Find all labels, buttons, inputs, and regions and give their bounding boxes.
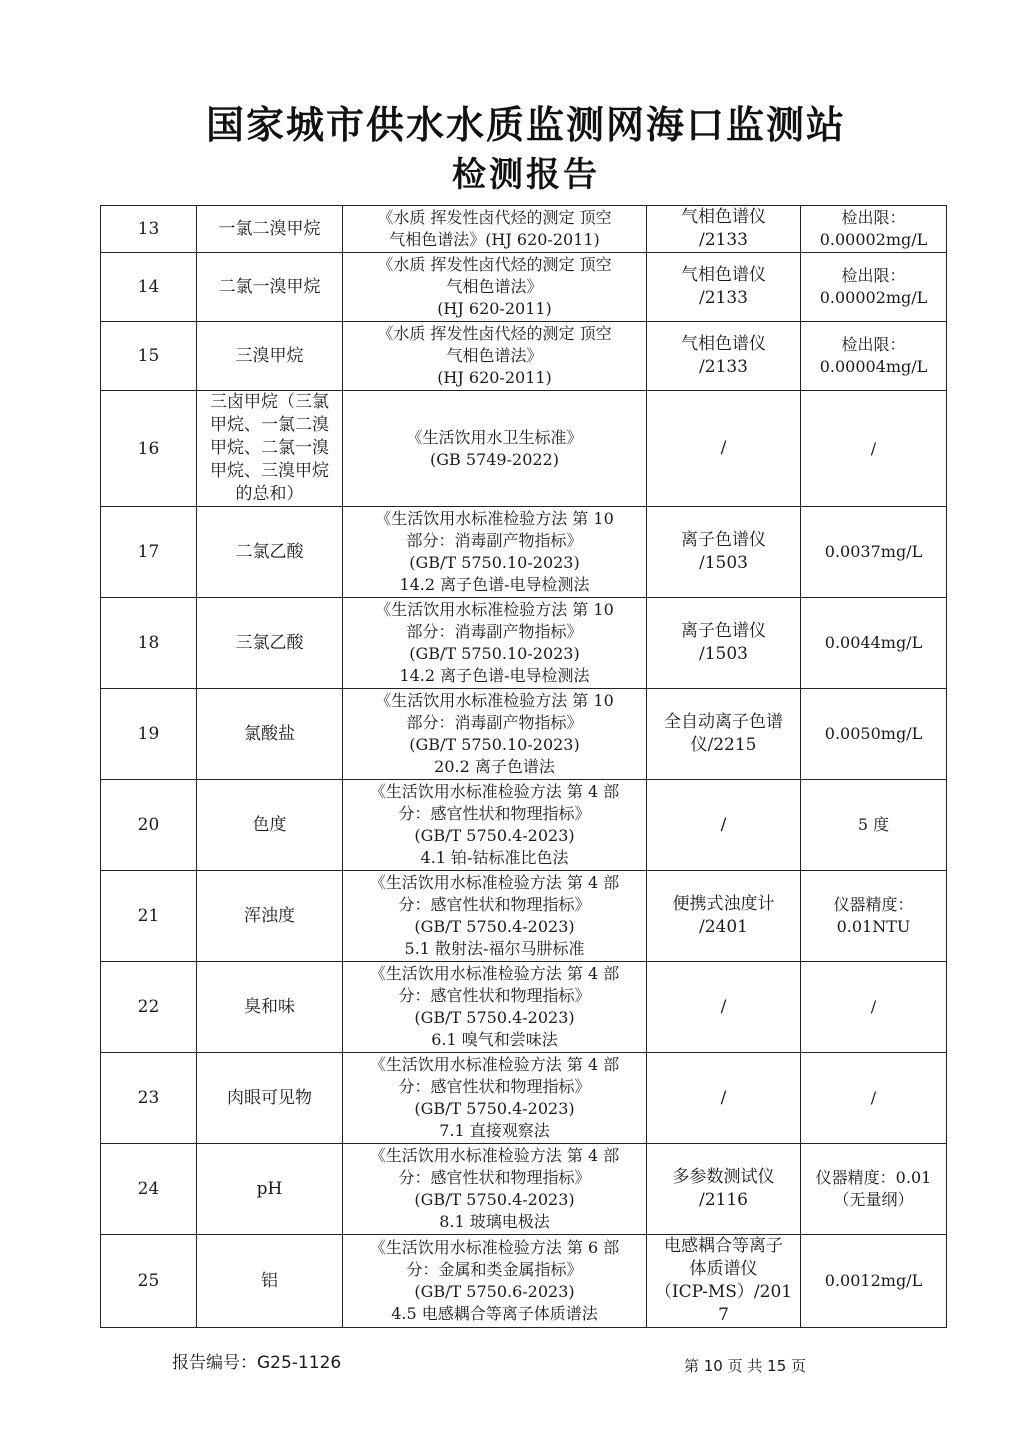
cell-line: 0.0012mg/L <box>824 1271 923 1290</box>
instrument-cell <box>647 507 801 598</box>
method-cell <box>343 206 647 253</box>
cell-line: 分：感官性状和物理指标》 <box>398 895 591 914</box>
cell-line: (GB 5749-2022) <box>430 449 559 469</box>
item-name-cell <box>197 253 343 322</box>
item-number-cell: 15 <box>101 322 197 391</box>
instrument-cell <box>647 962 801 1053</box>
cell-line: / <box>870 1088 877 1107</box>
cell-line: (HJ 620-2011) <box>437 299 552 318</box>
cell-line: / <box>870 997 877 1016</box>
item-number-cell: 17 <box>101 507 197 598</box>
cell-line: (GB/T 5750.4-2023) <box>414 917 575 936</box>
cell-line: 《生活饮用水标准检验方法 第 10 <box>375 509 614 528</box>
cell-line: 仪/2215 <box>690 735 757 755</box>
limit-cell <box>801 507 947 598</box>
cell-line: 《生活饮用水卫生标准》 <box>406 427 583 447</box>
cell-line: 《水质 挥发性卤代烃的测定 顶空 <box>377 324 612 343</box>
cell-line: 多参数测试仪 <box>672 1167 775 1187</box>
limit-cell <box>801 689 947 780</box>
limit-cell <box>801 253 947 322</box>
cell-line: / <box>720 996 727 1017</box>
cell-line: 分：感官性状和物理指标》 <box>398 1077 591 1096</box>
report-header <box>0 100 1024 198</box>
cell-line: 分：感官性状和物理指标》 <box>398 804 591 823</box>
cell-line: 《生活饮用水标准检验方法 第 4 部 <box>369 1055 620 1074</box>
cell-line: 8.1 玻璃电极法 <box>439 1212 550 1231</box>
instrument-cell <box>647 206 801 253</box>
limit-cell <box>801 780 947 871</box>
method-cell <box>343 1144 647 1235</box>
cell-line: 分：感官性状和物理指标》 <box>398 1168 591 1187</box>
cell-line: (GB/T 5750.4-2023) <box>414 1008 575 1027</box>
cell-line: 电感耦合等离子 <box>664 1236 783 1256</box>
table-row <box>101 253 947 322</box>
table-row <box>101 598 947 689</box>
item-number-cell: 25 <box>101 1235 197 1328</box>
report-number: 报告编号：G25-1126 <box>172 1353 342 1373</box>
page-number: 第 10 页 共 15 页 <box>684 1357 807 1375</box>
cell-line: 《生活饮用水标准检验方法 第 10 <box>375 600 614 619</box>
method-cell <box>343 871 647 962</box>
cell-line: 甲烷、二氯一溴 <box>210 438 329 458</box>
cell-line: / <box>720 1087 727 1108</box>
cell-line: (GB/T 5750.6-2023) <box>414 1282 575 1301</box>
item-name-cell <box>197 962 343 1053</box>
cell-line: 浑浊度 <box>244 905 295 926</box>
cell-line: 肉眼可见物 <box>227 1087 312 1108</box>
cell-line: 三卤甲烷（三氯 <box>210 392 329 412</box>
cell-line: 0.0037mg/L <box>824 542 923 561</box>
cell-line: (GB/T 5750.10-2023) <box>409 553 580 572</box>
cell-line: 臭和味 <box>244 996 295 1017</box>
cell-line: 《生活饮用水标准检验方法 第 4 部 <box>369 873 620 892</box>
method-cell <box>343 1235 647 1328</box>
cell-line: / <box>720 814 727 835</box>
item-number-cell: 21 <box>101 871 197 962</box>
cell-line: 甲烷、三溴甲烷 <box>210 461 329 481</box>
cell-line: / <box>870 438 877 458</box>
cell-line: 0.0044mg/L <box>824 633 923 652</box>
cell-line: 三溴甲烷 <box>235 345 304 366</box>
item-number-cell: 22 <box>101 962 197 1053</box>
cell-line: 铝 <box>261 1270 278 1291</box>
cell-line: （无量纲） <box>833 1190 914 1209</box>
cell-line: 一氯二溴甲烷 <box>218 218 321 239</box>
item-number-cell: 18 <box>101 598 197 689</box>
cell-line: (GB/T 5750.10-2023) <box>409 644 580 663</box>
cell-line: 的总和） <box>235 484 304 504</box>
item-number-cell: 23 <box>101 1053 197 1144</box>
table-row <box>101 206 947 253</box>
cell-line: 便携式浊度计 <box>672 894 775 914</box>
item-name-cell <box>197 598 343 689</box>
table-row <box>101 1053 947 1144</box>
item-name-cell <box>197 1235 343 1328</box>
item-name-cell <box>197 1144 343 1235</box>
cell-line: 离子色谱仪 <box>681 621 766 641</box>
item-name-cell <box>197 1053 343 1144</box>
limit-cell <box>801 1235 947 1328</box>
method-cell <box>343 962 647 1053</box>
cell-line: 色度 <box>252 814 287 835</box>
cell-line: 仪器精度：0.01 <box>815 1168 932 1187</box>
table-row <box>101 689 947 780</box>
cell-line: 氯酸盐 <box>244 723 295 744</box>
cell-line: 气相色谱法》(HJ 620-2011) <box>389 230 600 249</box>
cell-line: /2133 <box>699 230 748 250</box>
cell-line: /2133 <box>699 288 748 308</box>
cell-line: 《生活饮用水标准检验方法 第 4 部 <box>369 782 620 801</box>
item-name-cell <box>197 507 343 598</box>
test-items-table <box>100 205 947 1328</box>
cell-line: 0.0050mg/L <box>824 724 923 743</box>
cell-line: 全自动离子色谱 <box>664 712 783 732</box>
item-number-cell: 19 <box>101 689 197 780</box>
instrument-cell <box>647 1235 801 1328</box>
method-cell <box>343 507 647 598</box>
cell-line: 部分：消毒副产物指标》 <box>406 713 583 732</box>
cell-line: 二氯乙酸 <box>235 541 304 562</box>
cell-line: 仪器精度： <box>833 895 914 914</box>
table-row <box>101 322 947 391</box>
cell-line: 分：感官性状和物理指标》 <box>398 986 591 1005</box>
limit-cell <box>801 1144 947 1235</box>
instrument-cell <box>647 871 801 962</box>
cell-line: 20.2 离子色谱法 <box>434 757 555 776</box>
item-number-cell: 13 <box>101 206 197 253</box>
cell-line: 4.1 铂-钴标准比色法 <box>420 848 569 867</box>
cell-line: 0.00004mg/L <box>819 357 928 376</box>
cell-line: （ICP-MS）/2017 <box>654 1282 793 1325</box>
table-row <box>101 780 947 871</box>
instrument-cell <box>647 1053 801 1144</box>
item-name-cell <box>197 391 343 507</box>
cell-line: 体质谱仪 <box>689 1259 758 1279</box>
cell-line: (HJ 620-2011) <box>437 368 552 387</box>
instrument-cell <box>647 598 801 689</box>
cell-line: 4.5 电感耦合等离子体质谱法 <box>391 1304 598 1323</box>
limit-cell <box>801 962 947 1053</box>
limit-cell <box>801 871 947 962</box>
method-cell <box>343 780 647 871</box>
cell-line: pH <box>256 1178 283 1199</box>
cell-line: 气相色谱仪 <box>681 334 766 354</box>
item-name-cell <box>197 322 343 391</box>
item-number-cell: 16 <box>101 391 197 507</box>
item-name-cell <box>197 780 343 871</box>
instrument-cell <box>647 689 801 780</box>
limit-cell <box>801 206 947 253</box>
cell-line: /1503 <box>699 553 748 573</box>
cell-line: 0.00002mg/L <box>819 288 928 307</box>
cell-line: 6.1 嗅气和尝味法 <box>431 1030 558 1049</box>
cell-line: 部分：消毒副产物指标》 <box>406 622 583 641</box>
cell-line: (GB/T 5750.4-2023) <box>414 1099 575 1118</box>
limit-cell <box>801 598 947 689</box>
method-cell <box>343 253 647 322</box>
cell-line: /2133 <box>699 357 748 377</box>
instrument-cell <box>647 1144 801 1235</box>
cell-line: 气相色谱法》 <box>446 277 543 296</box>
instrument-cell <box>647 322 801 391</box>
instrument-cell <box>647 780 801 871</box>
cell-line: /2401 <box>699 917 748 937</box>
cell-line: 分：金属和类金属指标》 <box>406 1260 583 1279</box>
cell-line: (GB/T 5750.10-2023) <box>409 735 580 754</box>
item-number-cell: 20 <box>101 780 197 871</box>
cell-line: 检出限： <box>841 335 906 354</box>
table-row <box>101 1144 947 1235</box>
cell-line: 14.2 离子色谱-电导检测法 <box>399 575 590 594</box>
limit-cell <box>801 322 947 391</box>
cell-line: 检出限： <box>841 208 906 227</box>
cell-line: 《生活饮用水标准检验方法 第 10 <box>375 691 614 710</box>
cell-line: 气相色谱法》 <box>446 346 543 365</box>
cell-line: 《生活饮用水标准检验方法 第 4 部 <box>369 1146 620 1165</box>
cell-line: 《生活饮用水标准检验方法 第 4 部 <box>369 964 620 983</box>
item-number-cell: 14 <box>101 253 197 322</box>
cell-line: 7.1 直接观察法 <box>439 1121 550 1140</box>
method-cell <box>343 322 647 391</box>
station-title: 国家城市供水水质监测网海口监测站 <box>205 103 846 147</box>
cell-line: 气相色谱仪 <box>681 265 766 285</box>
method-cell <box>343 598 647 689</box>
item-number-cell: 24 <box>101 1144 197 1235</box>
cell-line: 14.2 离子色谱-电导检测法 <box>399 666 590 685</box>
cell-line: 《水质 挥发性卤代烃的测定 顶空 <box>377 255 612 274</box>
cell-line: 部分：消毒副产物指标》 <box>406 531 583 550</box>
cell-line: 5.1 散射法-福尔马肼标准 <box>404 939 585 958</box>
instrument-cell <box>647 391 801 507</box>
table-body <box>101 206 947 1328</box>
cell-line: 0.00002mg/L <box>819 230 928 249</box>
table-row <box>101 962 947 1053</box>
cell-line: (GB/T 5750.4-2023) <box>414 826 575 845</box>
cell-line: 0.01NTU <box>836 917 911 936</box>
cell-line: 离子色谱仪 <box>681 530 766 550</box>
cell-line: /1503 <box>699 644 748 664</box>
limit-cell <box>801 391 947 507</box>
cell-line: / <box>720 438 727 458</box>
cell-line: 检出限： <box>841 266 906 285</box>
cell-line: 5 度 <box>857 815 890 834</box>
cell-line: 气相色谱仪 <box>681 207 766 227</box>
cell-line: 三氯乙酸 <box>235 632 304 653</box>
cell-line: (GB/T 5750.4-2023) <box>414 1190 575 1209</box>
instrument-cell <box>647 253 801 322</box>
item-name-cell <box>197 871 343 962</box>
limit-cell <box>801 1053 947 1144</box>
method-cell <box>343 689 647 780</box>
method-cell <box>343 1053 647 1144</box>
method-cell <box>343 391 647 507</box>
cell-line: 《生活饮用水标准检验方法 第 6 部 <box>369 1238 620 1257</box>
table-row <box>101 1235 947 1328</box>
item-name-cell <box>197 689 343 780</box>
item-name-cell <box>197 206 343 253</box>
report-title: 检测报告 <box>452 155 600 195</box>
table-row <box>101 507 947 598</box>
cell-line: /2116 <box>699 1190 748 1210</box>
cell-line: 甲烷、一氯二溴 <box>210 415 329 435</box>
cell-line: 《水质 挥发性卤代烃的测定 顶空 <box>377 208 612 227</box>
table-row <box>101 871 947 962</box>
table-row <box>101 391 947 507</box>
cell-line: 二氯一溴甲烷 <box>218 276 321 297</box>
